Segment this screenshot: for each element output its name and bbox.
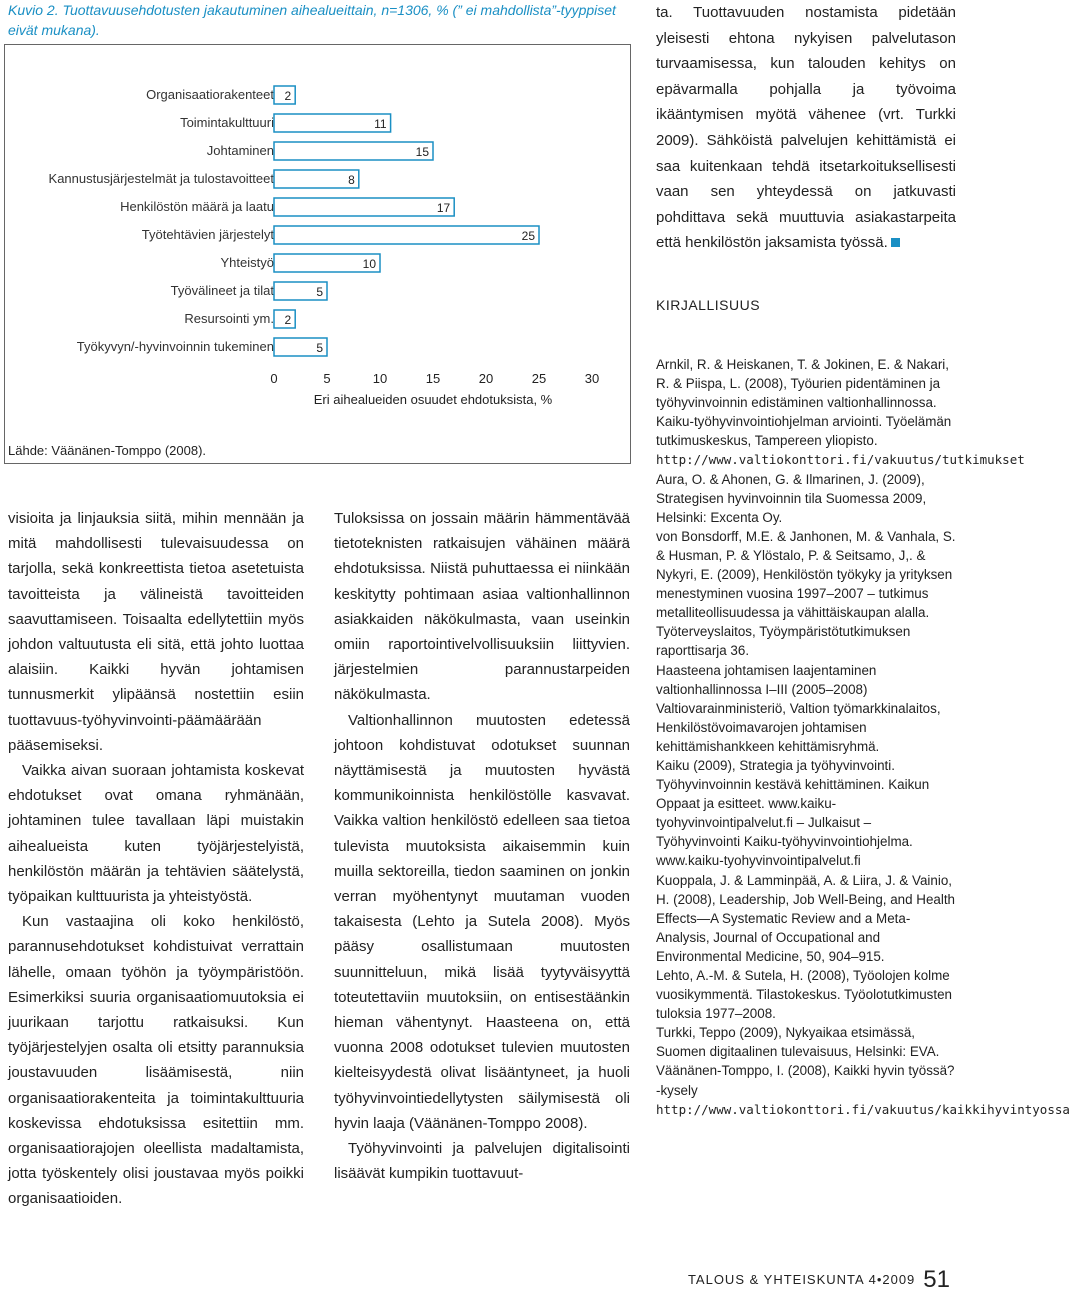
reference-text: Väänänen-Tomppo, I. (2008), Kaikki hyvin työssä? -kysely xyxy=(656,1063,955,1098)
reference-url[interactable]: http://www.valtiokonttori.fi/vakuutus/tutkimukset xyxy=(656,452,1025,468)
x-tick-label: 0 xyxy=(270,371,278,386)
chart-box xyxy=(4,44,631,464)
figure-caption: Kuvio 2. Tuottavuusehdotusten jakautuminen aihealueittain, n=1306, % (” ei mahdollista”-tyyppiset eivät mukana). xyxy=(8,2,616,38)
x-axis-label: Eri aihealueiden osuudet ehdotuksista, % xyxy=(313,392,553,407)
category-label: Yhteistyö xyxy=(220,255,274,270)
reference-item xyxy=(656,871,956,966)
paragraph: visioita ja linjauksia siitä, mihin mennään ja mitä mahdollisesti tulevaisuudessa on tarjolla, sekä konkreettista tietoa asetetuista tavoitteista ja välineistä tavoitteiden saavuttamiseen. Toisaalta edellytettiin myös johdon valtuutusta eli sitä, että johto luottaa alaisiin. Kaikki hyvän johtamisen tunnusmerkit ylipäänsä nostettiin esiin tuottavuus-työhyvinvointi-päämäärään pääsemiseksi. xyxy=(8,510,304,754)
category-label: Työtehtävien järjestelyt xyxy=(141,227,274,242)
category-label: Työvälineet ja tilat xyxy=(170,283,274,298)
bar xyxy=(274,198,454,216)
bar xyxy=(274,170,359,188)
bar-value-label: 25 xyxy=(521,229,535,243)
paragraph: Työhyvinvointi ja palvelujen digitalisointi lisäävät kumpikin tuottavuut- xyxy=(334,1140,630,1183)
reference-item xyxy=(656,756,956,871)
bar-value-label: 11 xyxy=(374,117,387,131)
bar xyxy=(274,142,433,160)
column-3-paragraph: ta. Tuottavuuden nostamista pidetään yleisesti ehtona nykyisen palvelutason turvaamisessa, kun talouden kehitys on epävarmalla pohjalla ja työvoima ikääntymisen myötä vähenee (vrt. Turkki 2009). Sähköistä palvelujen kehittämistä ei saa kuitenkaan tehdä itsetarkoituksellisesti vaan sen yhteydessä on jatkuvasti pohdittava sekä muuttuvia asiakastarpeita että henkilöstön jaksamista työssä. xyxy=(656,4,956,252)
reference-text: Kuoppala, J. & Lamminpää, A. & Liira, J. & Vainio, H. (2008), Leadership, Job Well-Being, and Health Effects—A Systematic Review and a Meta-Analysis, Journal of Occupational and Environmental Medicine, 50, 904–915. xyxy=(656,872,955,964)
category-label: Henkilöstön määrä ja laatu xyxy=(120,199,274,214)
reference-text: Arnkil, R. & Heiskanen, T. & Jokinen, E. & Nakari, R. & Piispa, L. (2008), Työurien pidentäminen ja työhyvinvoinnin edistäminen valtionhallinnossa. Kaiku-työhyvinvointiohjelman arviointi. Työelämän tutkimuskeskus, Tampereen yliopisto. xyxy=(656,357,952,449)
references-heading: KIRJALLISUUS xyxy=(656,297,761,313)
reference-item xyxy=(656,1023,956,1061)
reference-text: Haasteena johtamisen laajentaminen valtionhallinnossa I–III (2005–2008) Valtiovarainministeriö, Valtion työmarkkinalaitos, Henkilöstövoimavarojen johtamisen kehittämishankkeen kehittämisryhmä. xyxy=(656,662,941,754)
bar-value-label: 15 xyxy=(415,145,429,159)
bar-value-label: 2 xyxy=(284,89,292,103)
x-tick-label: 25 xyxy=(531,371,547,386)
reference-item xyxy=(656,661,956,756)
references-list xyxy=(656,355,1070,1119)
reference-url[interactable]: http://www.valtiokonttori.fi/vakuutus/kaikkihyvintyossa xyxy=(656,1101,1070,1117)
reference-text: Lehto, A.-M. & Sutela, H. (2008), Työolojen kolme vuosikymmentä. Tilastokeskus. Työolotutkimusten tuloksia 1977–2008. xyxy=(656,968,952,1022)
bar-value-label: 17 xyxy=(436,201,451,215)
reference-item xyxy=(656,966,956,1023)
paragraph: Vaikka aivan suoraan johtamista koskevat ehdotukset ovat omana ryhmänään, johtaminen tulee tavallaan läpi muistakin aihealueista kuten työjärjestelyistä, henkilöstön määrän ja tehtävien säätelystä, työpaikan kulttuurista ja yhteistyöstä. xyxy=(8,762,304,906)
bar-value-label: 8 xyxy=(348,173,355,187)
bar xyxy=(274,114,391,132)
column-1 xyxy=(8,506,304,1212)
reference-item xyxy=(656,355,1025,470)
category-label: Organisaatiorakenteet xyxy=(146,87,274,102)
reference-text: von Bonsdorff, M.E. & Janhonen, M. & Vanhala, S. & Husman, P. & Ylöstalo, P. & Seitsamo, J,. & Nykyri, E. (2009), Henkilöstön työkyky ja yrityksen menestyminen vuosina 1997–2007 – tutkimus metalliteollisuudessa ja vähittäiskaupan alalla. Työterveyslaitos, Työympäristötutkimuksen raporttisarja 36. xyxy=(656,528,956,659)
category-label: Resursointi ym. xyxy=(184,311,274,326)
category-label: Työkyvyn/-hyvinvoinnin tukeminen xyxy=(76,339,274,354)
x-tick-label: 15 xyxy=(425,371,441,386)
reference-item xyxy=(656,527,956,661)
bar-value-label: 5 xyxy=(316,285,323,299)
bar-value-label: 5 xyxy=(316,341,323,355)
x-tick-label: 5 xyxy=(323,371,331,386)
x-tick-label: 20 xyxy=(478,371,494,386)
reference-text: Aura, O. & Ahonen, G. & Ilmarinen, J. (2009), Strategisen hyvinvoinnin tila Suomessa 2009, Helsinki: Excenta Oy. xyxy=(656,471,927,525)
reference-item xyxy=(656,1061,1070,1118)
bar-value-label: 2 xyxy=(284,313,292,327)
end-square-icon xyxy=(891,238,900,247)
category-label: Toimintakulttuuri xyxy=(180,115,274,130)
journal-name: TALOUS & YHTEISKUNTA 4•2009 xyxy=(687,1272,916,1287)
reference-item xyxy=(656,470,956,527)
bar-chart xyxy=(5,45,632,465)
column-3-text xyxy=(656,0,956,256)
paragraph: Tuloksissa on jossain määrin hämmentävää tietoteknisten ratkaisujen vähäinen määrä ehdotuksissa. Niistä puhuttaessa ei niinkään keskitytty pohtimaan asiaa valtionhallinnon asiakkaiden näkökulmasta, vaan useinkin omiin raportointivelvollisuuksiin liittyvien. järjestelmien parannustarpeiden näkökulmasta. xyxy=(334,510,630,704)
x-tick-label: 10 xyxy=(372,371,388,386)
paragraph: Kun vastaajina oli koko henkilöstö, parannusehdotukset kohdistuivat verrattain lähelle, omaan työhön ja työympäristöön. Esimerkiksi suuria organisaatiomuutoksia ei juurikaan tarjottu ratkaisuksi. Kun työjärjestelyjen osalta oli etsitty parannuksia joustavuuden lisäämisestä, niin organisaatiorakenteita ja toimintakulttuuria koskevissa ehdotuksissa esitettiin mm. organisaatiorajojen oleellista madaltamista, jotta työskentely olisi joustavaa myös poikki organisaatioiden. xyxy=(8,913,304,1208)
category-label: Kannustusjärjestelmät ja tulostavoitteet xyxy=(48,171,274,186)
reference-text: Kaiku (2009), Strategia ja työhyvinvointi. Työhyvinvoinnin kestävä kehittäminen. Kaikun Oppaat ja esitteet. www.kaiku-tyohyvinvointipalvelut.fi – Julkaisut – Työhyvinvointi Kaiku-työhyvinvointiohjelma. www.kaiku-tyohyvinvointipalvelut.fi xyxy=(656,757,930,869)
category-label: Johtaminen xyxy=(206,143,274,158)
bar-value-label: 10 xyxy=(362,257,376,271)
column-2 xyxy=(334,506,630,1186)
bar xyxy=(274,226,539,244)
chart-source: Lähde: Väänänen-Tomppo (2008). xyxy=(8,443,207,458)
reference-text: Turkki, Teppo (2009), Nykyaikaa etsimässä, Suomen digitaalinen tulevaisuus, Helsinki: EVA. xyxy=(656,1025,940,1060)
page-footer xyxy=(688,1266,950,1294)
page-number: 51 xyxy=(923,1266,950,1293)
paragraph: Valtionhallinnon muutosten edetessä johtoon kohdistuvat odotukset suunnan näyttämisestä ja muutosten hyvästä kommunikoinnista henkilöstölle kasvavat. Vaikka valtion henkilöstö edelleen saa tietoa tulevista muutoksista aikaisemmin kuin muilla sektoreilla, tiedon saaminen on jonkin verran myöhentynyt muutaman vuoden takaisesta (Lehto ja Sutela 2008). Myös pääsy osallistumaan muutosten suunnitteluun, mikä lisää tyytyväisyyttä toteutettaviin muutoksiin, on entisestäänkin hieman vähentynyt. Haasteena on, että vuonna 2008 odotukset tulevien muutosten kielteisyydestä olivat lisääntyneet, ja huoli työhyvinvointiedellytysten säilymisestä oli hyvin laaja (Väänänen-Tomppo 2008). xyxy=(334,711,630,1132)
x-tick-label: 30 xyxy=(584,371,600,386)
